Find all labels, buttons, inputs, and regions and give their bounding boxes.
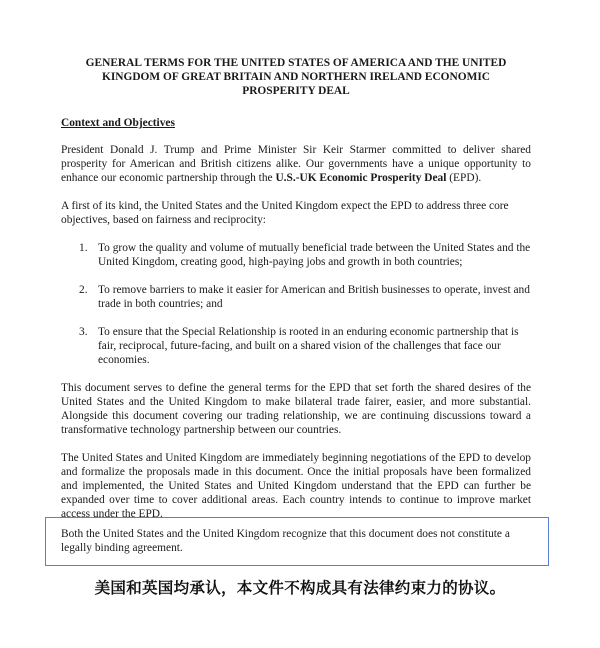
objective-item [61,241,531,269]
highlighted-statement-box [45,517,549,566]
intro-text: President Donald J. Trump and Prime Minister Sir Keir Starmer committed to deliver shared prosperity for American and British citizens alike. Our governments have a unique opportunity to enhance our economic partnership through the [61,144,531,184]
intro-text-end: (EPD). [446,172,482,184]
objective-text: To remove barriers to make it easier for American and British businesses to operate, invest and trade in both countries; and [98,284,530,310]
epd-name: U.S.-UK Economic Prosperity Deal [275,172,447,184]
highlighted-statement-text: Both the United States and the United Kingdom recognize that this document does not constitute a legally binding agreement. [61,528,510,554]
objective-number: 1. [79,242,88,254]
objective-item [61,325,531,367]
objective-text: To grow the quality and volume of mutually beneficial trade between the United States and the United Kingdom, creating good, high-paying jobs and growth in both countries; [98,242,531,268]
negotiations-paragraph: The United States and United Kingdom are immediately beginning negotiations of the EPD to develop and formalize the proposals made in this document. Once the initial proposals have been formalized and implemented, the United States and United Kingdom understand that the EPD can further be expanded over time to cover additional areas. Each country intends to continue to improve market access under the EPD. [61,452,531,520]
document-page [61,56,531,535]
document-title: GENERAL TERMS FOR THE UNITED STATES OF AMERICA AND THE UNITED KINGDOM OF GREAT BRITAIN AND NORTHERN IRELAND ECONOMIC PROSPERITY DEAL [85,57,507,97]
chinese-translation-caption: 美国和英国均承认，本文件不构成具有法律约束力的协议。 [94,579,506,597]
objectives-intro-paragraph: A first of its kind, the United States and the United Kingdom expect the EPD to address three core objectives, based on fairness and reciprocity: [61,200,509,226]
intro-paragraph [61,143,531,185]
purpose-paragraph: This document serves to define the general terms for the EPD that set forth the shared desires of the United States and the United Kingdom to make bilateral trade fairer, easier, and more substantial. Alongside this document covering our trading relationship, we are continuing discussions toward a transformative technology partnership between our countries. [61,382,531,436]
objective-item [61,283,531,311]
objective-number: 2. [79,284,88,296]
section-heading-context: Context and Objectives [61,117,175,129]
objective-number: 3. [79,326,88,338]
objectives-list [61,241,531,367]
objective-text: To ensure that the Special Relationship is rooted in an enduring economic partnership that is fair, reciprocal, future-facing, and built on a shared vision of the challenges that face our economies. [98,326,519,366]
